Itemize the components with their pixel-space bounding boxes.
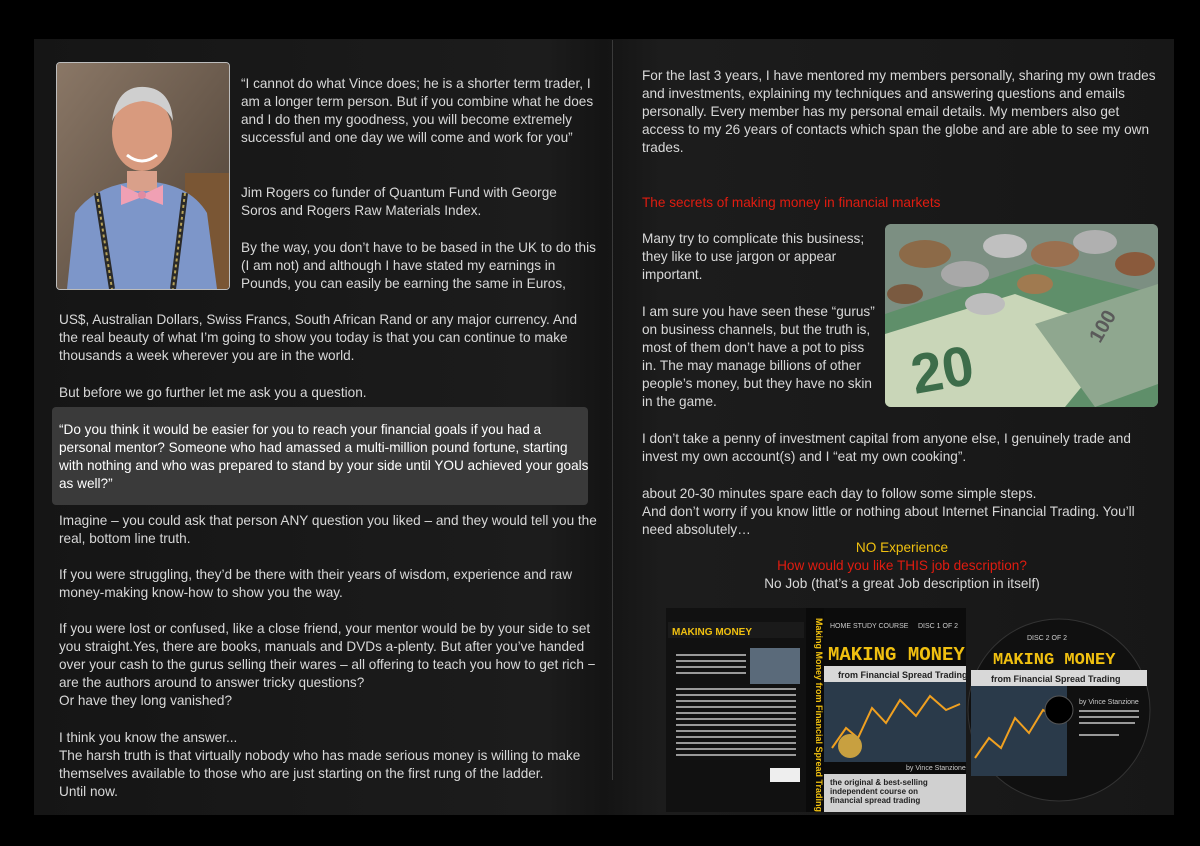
- disc-two-label: DISC 2 OF 2: [1027, 635, 1068, 642]
- no-job-line: No Job (that’s a great Job description in itself): [764, 576, 1040, 591]
- svg-text:financial spread trading: financial spread trading: [830, 796, 921, 805]
- box-author: by Vince Stanzione: [906, 765, 966, 772]
- imagine-paragraph: Imagine – you could ask that person ANY question you liked – and they would tell you the real, bottom line truth.: [59, 513, 597, 546]
- highlight-quote: “Do you think it would be easier for you to reach your financial goals if you had a personal mentor? Someone who had amassed a multi-million pound fortune, starting with nothing and who was prepared to stand by your side until YOU achieved your goals as well?”: [59, 422, 589, 491]
- penny-paragraph: I don’t take a penny of investment capital from anyone else, I genuinely trade and invest my own account(s) and I “eat my own cooking”.: [642, 431, 1131, 464]
- money-photo: [885, 224, 1158, 407]
- box-front-title: MAKING MONEY: [828, 644, 965, 666]
- box-back-title: MAKING MONEY: [672, 627, 752, 638]
- question-intro: But before we go further let me ask you a question.: [59, 385, 367, 400]
- page-divider: [612, 40, 613, 780]
- how-would-line: How would you like THIS job description?: [777, 558, 1027, 573]
- box-spine-text: Making Money from Financial Spread Trading: [814, 618, 824, 812]
- spare-time-line: about 20-30 minutes spare each day to follow some simple steps.: [642, 486, 1037, 501]
- by-the-way-paragraph: By the way, you don’t have to be based in the UK to do this (I am not) and although I have stated my earnings in Pounds, you can easily be earning the same in Euros,: [241, 240, 596, 291]
- complicate-paragraph: Many try to complicate this business; they like to use jargon or appear important.: [642, 231, 865, 282]
- until-now-line: Until now.: [59, 784, 118, 799]
- harsh-truth-paragraph: The harsh truth is that virtually nobody who has made serious money is willing to make themselves available to those who are just starting on the first rung of the ladder.: [59, 748, 581, 781]
- disc-subtitle: from Financial Spread Trading: [991, 674, 1121, 684]
- secrets-heading: The secrets of making money in financial markets: [642, 195, 941, 210]
- box-subtitle: from Financial Spread Trading: [838, 670, 966, 680]
- struggling-paragraph: If you were struggling, they’d be there with their years of wisdom, experience and raw money-making know-how to show you the way.: [59, 567, 573, 600]
- home-study-label: HOME STUDY COURSE: [830, 623, 909, 630]
- mentored-paragraph: For the last 3 years, I have mentored my members personally, sharing my own trades and investments, explaining my techniques and answering questions and emails personally. Every member has my personal email details. My members also get access to my 26 years of contacts which span the globe and are able to see my own trades.: [642, 68, 1156, 155]
- portrait-photo: [56, 62, 230, 290]
- dont-worry-paragraph: And don’t worry if you know little or nothing about Internet Financial Trading. You’ll need absolutely…: [642, 504, 1135, 537]
- rogers-quote: “I cannot do what Vince does; he is a shorter term trader, I am a longer term person. But if you combine what he does and I do then my goodness, you will become extremely successful and one day we will come and work for you”: [241, 76, 594, 145]
- quote-attribution: Jim Rogers co funder of Quantum Fund with George Soros and Rogers Raw Materials Index.: [241, 185, 557, 218]
- lost-paragraph: If you were lost or confused, like a close friend, your mentor would be by your side to set you straight.Yes, there are books, manuals and DVDs a-plenty. But after you’ve handed over your cash to the gurus selling their wares – all offering to teach you how to get rich − are the authors around to answer tricky questions?: [59, 621, 596, 690]
- currencies-paragraph: US$, Australian Dollars, Swiss Francs, South African Rand or any major currency. And the real beauty of what I’m going to show you today is that you can continue to make thousands a week wherever you are in the world.: [59, 312, 578, 363]
- disc-title: MAKING MONEY: [993, 651, 1116, 670]
- vanished-line: Or have they long vanished?: [59, 693, 233, 708]
- answer-line: I think you know the answer...: [59, 730, 238, 745]
- disc-one-label: DISC 1 OF 2: [918, 623, 959, 630]
- disc-author: by Vince Stanzione: [1079, 699, 1139, 706]
- svg-text:100: 100: [1085, 306, 1122, 347]
- dvd-disc: [967, 618, 1151, 802]
- money-image: [885, 224, 1158, 407]
- course-box: [666, 608, 966, 812]
- svg-text:20: 20: [906, 332, 979, 406]
- portrait-image: [57, 63, 229, 289]
- svg-text:independent course on: independent course on: [830, 787, 919, 796]
- no-experience-line: NO Experience: [855, 540, 949, 555]
- svg-text:the original & best-selling: the original & best-selling: [830, 778, 928, 787]
- gurus-paragraph: I am sure you have seen these “gurus” on business channels, but the truth is, most of them don’t have a pot to piss in. The may manage billions of other people’s money, but they have no skin in the game.: [642, 304, 875, 409]
